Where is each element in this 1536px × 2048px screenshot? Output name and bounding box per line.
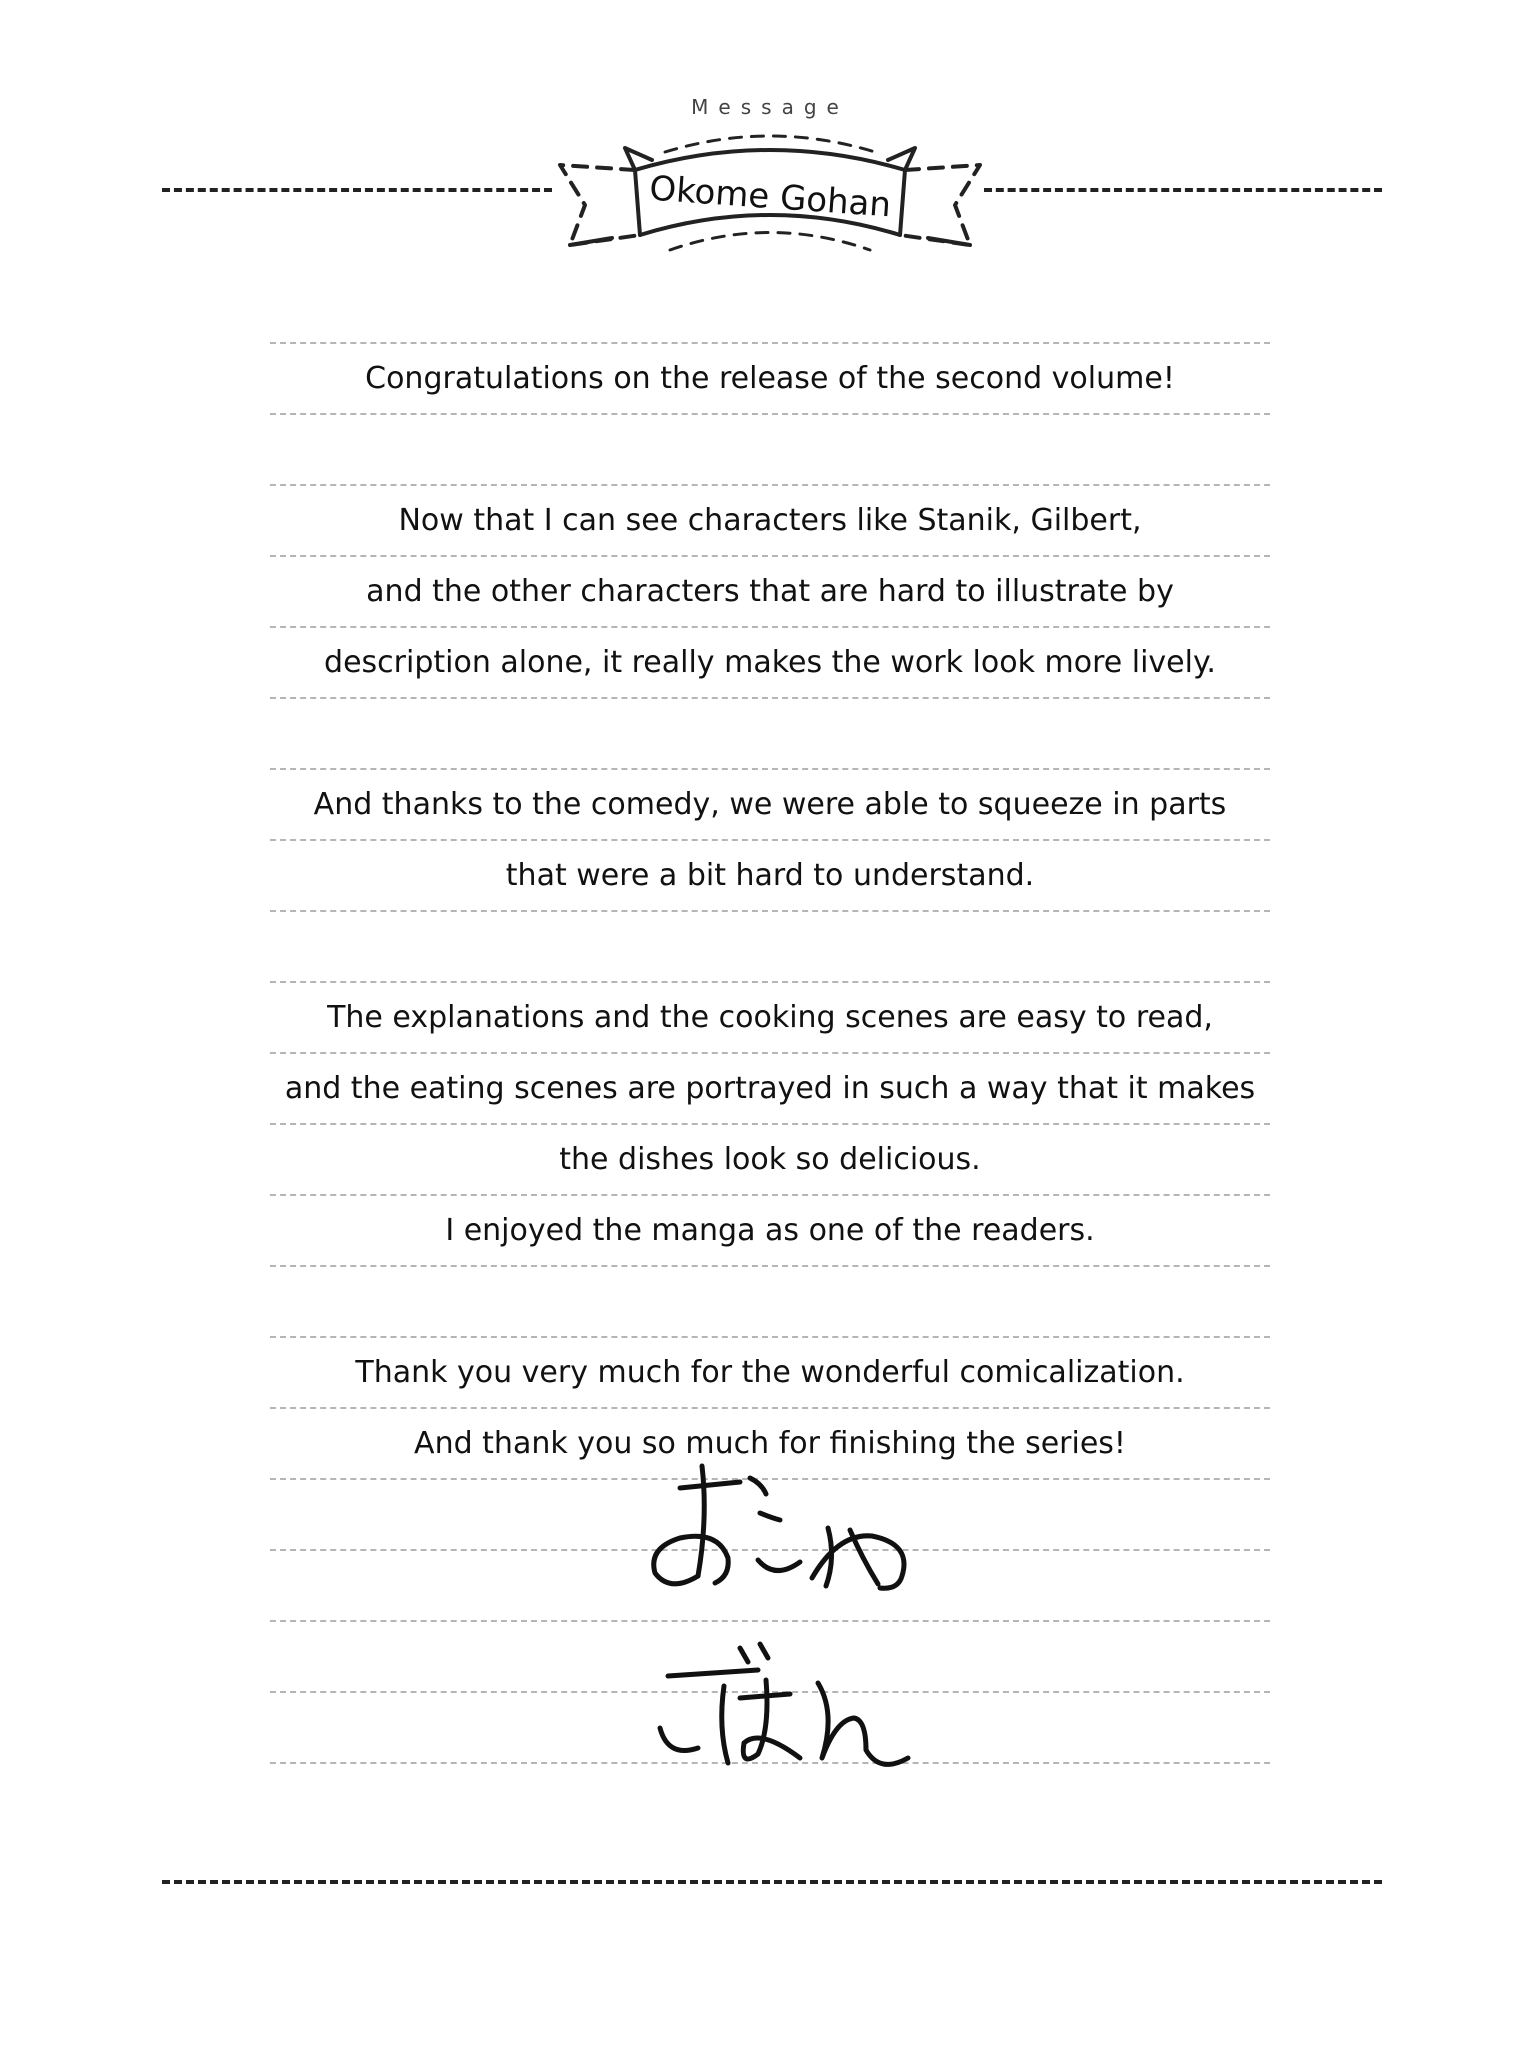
message-line: Congratulations on the release of the second volume! [365,361,1175,396]
message-line: description alone, it really makes the work look more lively. [324,645,1216,680]
message-line: The explanations and the cooking scenes are easy to read, [327,1000,1213,1035]
message-line: and the eating scenes are portrayed in such a way that it makes [284,1071,1256,1106]
message-line: the dishes look so delicious. [559,1142,981,1177]
bottom-dashed-rule [162,1880,1382,1884]
message-line: Now that I can see characters like Stanik, Gilbert, [398,503,1142,538]
banner-name: Okome Gohan [648,168,893,226]
message-line: Thank you very much for the wonderful comicalization. [355,1355,1185,1390]
message-line: that were a bit hard to understand. [505,858,1035,893]
signature-image [640,1458,940,1808]
message-line: and the other characters that are hard to illustrate by [366,574,1174,609]
banner-header: Message [691,95,849,119]
message-line: And thank you so much for finishing the series! [414,1426,1126,1461]
message-line: I enjoyed the manga as one of the readers. [445,1213,1095,1248]
message-line: And thanks to the comedy, we were able to squeeze in parts [313,787,1227,822]
